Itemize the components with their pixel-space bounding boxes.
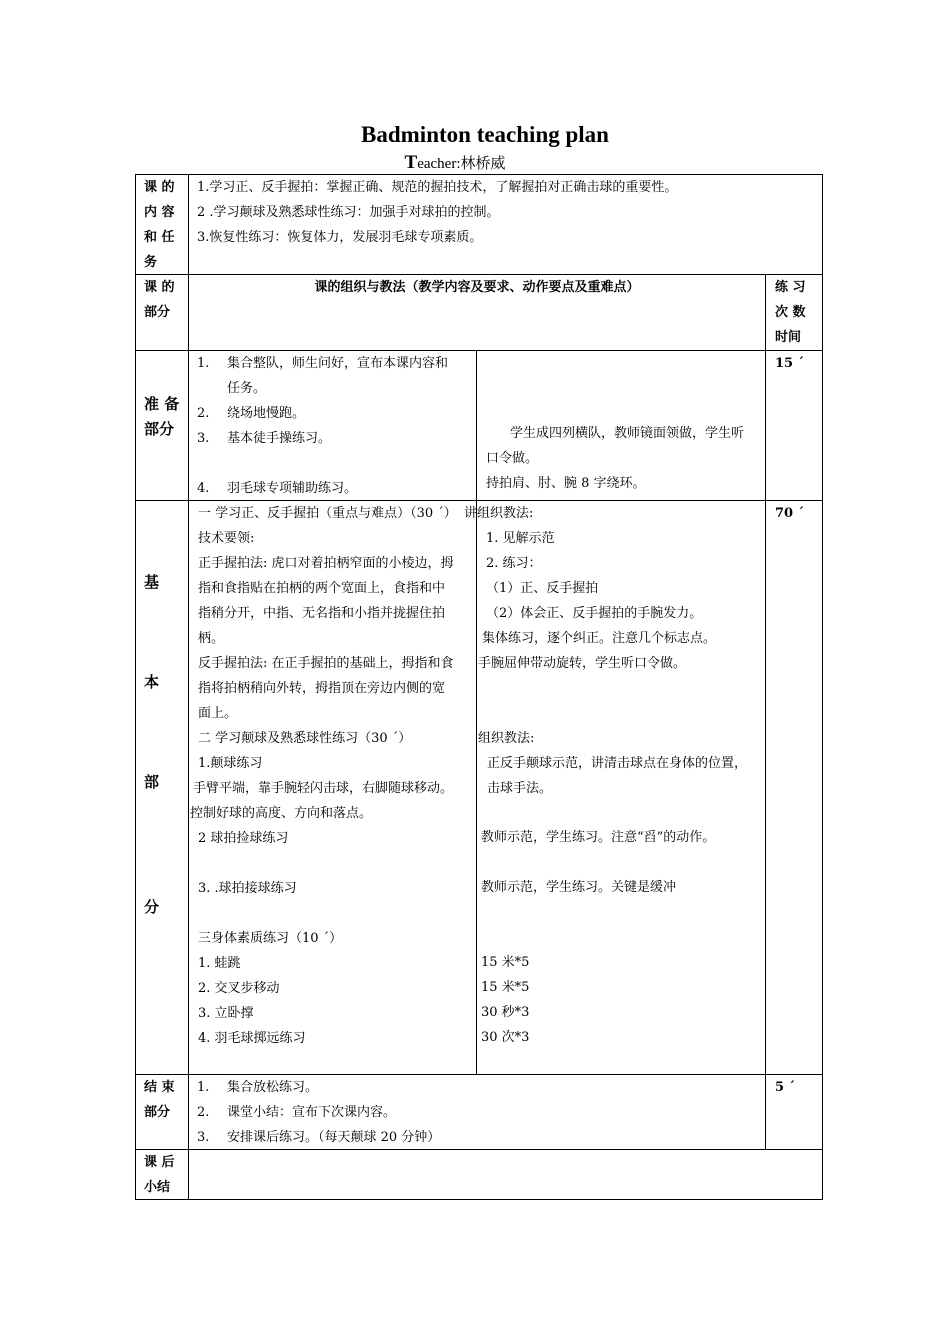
list-item: 2 .学习颠球及熟悉球性练习：加强手对球拍的控制。 bbox=[197, 205, 500, 220]
list-item: 教师示范，学生练习。关键是缓冲 bbox=[481, 880, 677, 895]
list-item bbox=[197, 1125, 757, 1150]
list-item: 1.学习正、反手握拍：掌握正确、规范的握拍技术，了解握拍对正确击球的重要性。 bbox=[197, 180, 678, 195]
item-text: 任务。 bbox=[227, 381, 267, 396]
label-line: 部分 bbox=[144, 1105, 171, 1120]
list-item: 击球手法。 bbox=[487, 781, 553, 796]
label-line: 练 习 bbox=[775, 280, 806, 295]
list-item: 三身体素质练习（10 ˊ） bbox=[198, 931, 343, 946]
teacher-name: 林桥威 bbox=[460, 154, 506, 172]
basic-label-3: 部 bbox=[144, 773, 160, 791]
list-item: 口令做。 bbox=[486, 451, 539, 466]
label-line: 和 任 bbox=[144, 230, 175, 245]
list-item: 1. 蛙跳 bbox=[198, 956, 241, 971]
end-label bbox=[144, 1075, 188, 1125]
basic-label-1: 基 bbox=[144, 573, 160, 591]
list-item: 2. 交叉步移动 bbox=[198, 981, 280, 996]
list-item: 15 米*5 bbox=[481, 980, 530, 995]
list-item: （2）体会正、反手握拍的手腕发力。 bbox=[486, 606, 703, 621]
item-num: 2. bbox=[197, 1105, 210, 1120]
label-line: 课 的 bbox=[144, 280, 175, 295]
item-num: 4. bbox=[197, 481, 210, 496]
list-item: 教师示范，学生练习。注意“舀”的动作。 bbox=[481, 830, 716, 845]
list-item: 30 秒*3 bbox=[481, 1005, 530, 1020]
list-item: 3. 立卧撑 bbox=[198, 1006, 254, 1021]
list-item: 手臂平端，靠手腕轻闪击球，右脚随球移动。 bbox=[193, 781, 454, 796]
list-item: 1. 见解示范 bbox=[486, 531, 555, 546]
label-line: 内 容 bbox=[144, 205, 175, 220]
list-item: 一 学习正、反手握拍（重点与难点）（30 ˊ） bbox=[198, 506, 457, 521]
list-item: 面上。 bbox=[198, 706, 238, 721]
list-item: 柄。 bbox=[198, 631, 225, 646]
prep-left bbox=[197, 351, 475, 501]
list-item: 指将拍柄稍向外转，拇指顶在旁边内侧的宽 bbox=[198, 681, 446, 696]
page-title: Badminton teaching plan bbox=[361, 122, 609, 147]
list-item: 2 球拍捡球练习 bbox=[198, 831, 289, 846]
list-item: 30 次*3 bbox=[481, 1030, 530, 1045]
item-num: 3. bbox=[197, 1130, 210, 1145]
basic-label-2: 本 bbox=[144, 673, 160, 691]
label-line: 部分 bbox=[144, 420, 175, 438]
list-item: 组织教法: bbox=[478, 731, 535, 746]
list-item: 反手握拍法: 在正手握拍的基础上，拇指和食 bbox=[198, 656, 454, 671]
list-item: （1）正、反手握拍 bbox=[486, 581, 599, 596]
basic-time: 70 ˊ bbox=[775, 506, 805, 521]
prep-right bbox=[486, 421, 764, 496]
prep-time: 15 ˊ bbox=[775, 356, 805, 371]
list-item: 技术要领: bbox=[198, 531, 255, 546]
list-item: 讲组织教法: bbox=[464, 506, 534, 521]
prep-label bbox=[144, 392, 188, 442]
part-header-label bbox=[144, 275, 184, 325]
list-item bbox=[197, 401, 475, 426]
item-num: 2. bbox=[197, 406, 210, 421]
list-item: 1.颠球练习 bbox=[198, 756, 263, 771]
basic-right bbox=[464, 501, 764, 1050]
list-item bbox=[197, 376, 475, 401]
list-item: 4. 羽毛球掷远练习 bbox=[198, 1031, 306, 1046]
item-text: 集合整队，师生问好，宣布本课内容和 bbox=[227, 356, 449, 371]
summary-label bbox=[144, 1150, 188, 1200]
content-task-label bbox=[144, 175, 184, 275]
list-item: 2. 练习： bbox=[486, 556, 542, 571]
item-num: 3. bbox=[197, 431, 210, 446]
content-task-list bbox=[197, 175, 817, 250]
list-item bbox=[197, 1075, 757, 1100]
label-line: 时间 bbox=[775, 330, 802, 345]
time-header bbox=[775, 275, 819, 350]
list-item: 正反手颠球示范，讲清击球点在身体的位置， bbox=[487, 756, 748, 771]
item-text: 羽毛球专项辅助练习。 bbox=[227, 481, 358, 496]
list-item: 集体练习，逐个纠正。注意几个标志点。 bbox=[482, 631, 717, 646]
list-item bbox=[197, 426, 475, 451]
list-item: 指和食指贴在拍柄的两个宽面上，食指和中 bbox=[198, 581, 446, 596]
method-header: 课的组织与教法（教学内容及要求、动作要点及重难点） bbox=[314, 280, 640, 295]
label-line: 课 后 bbox=[144, 1155, 175, 1170]
label-line: 小结 bbox=[144, 1180, 171, 1195]
teacher-initial: T bbox=[404, 152, 418, 173]
label-line: 课 的 bbox=[144, 180, 175, 195]
label-line: 次 数 bbox=[775, 305, 806, 320]
basic-left bbox=[190, 501, 476, 1051]
list-item: 二 学习颠球及熟悉球性练习（30 ˊ） bbox=[198, 731, 412, 746]
label-line: 准 备 bbox=[144, 395, 180, 413]
item-num: 1. bbox=[197, 356, 210, 371]
list-item bbox=[197, 476, 475, 501]
end-time: 5 ˊ bbox=[775, 1080, 796, 1095]
list-item: 手腕屈伸带动旋转，学生听口令做。 bbox=[478, 656, 687, 671]
label-line: 务 bbox=[144, 255, 158, 270]
end-list bbox=[197, 1075, 757, 1150]
list-item: 3. .球拍接球练习 bbox=[198, 881, 297, 896]
list-item: 15 米*5 bbox=[481, 955, 530, 970]
teacher-label: eacher: bbox=[417, 156, 461, 172]
list-item bbox=[197, 351, 475, 376]
list-item: 控制好球的高度、方向和落点。 bbox=[190, 806, 373, 821]
item-text: 集合放松练习。 bbox=[227, 1080, 319, 1095]
list-item: 指稍分开，中指、无名指和小指并拢握住拍 bbox=[198, 606, 446, 621]
list-item: 正手握拍法: 虎口对着拍柄窄面的小棱边，拇 bbox=[198, 556, 454, 571]
item-text: 课堂小结：宣布下次课内容。 bbox=[227, 1105, 397, 1120]
label-line: 部分 bbox=[144, 305, 171, 320]
list-item: 持拍肩、肘、腕 8 字绕环。 bbox=[486, 476, 646, 491]
list-item: 学生成四列横队，教师镜面领做，学生听 bbox=[510, 426, 745, 441]
basic-label-4: 分 bbox=[144, 898, 160, 916]
list-item: 3.恢复性练习：恢复体力，发展羽毛球专项素质。 bbox=[197, 230, 483, 245]
item-text: 绕场地慢跑。 bbox=[227, 406, 306, 421]
item-text: 基本徒手操练习。 bbox=[227, 431, 332, 446]
label-line: 结 束 bbox=[144, 1080, 175, 1095]
teacher-line bbox=[0, 152, 910, 174]
item-num: 1. bbox=[197, 1080, 210, 1095]
item-text: 安排课后练习。（每天颠球 20 分钟） bbox=[227, 1130, 441, 1145]
list-item bbox=[197, 1100, 757, 1125]
